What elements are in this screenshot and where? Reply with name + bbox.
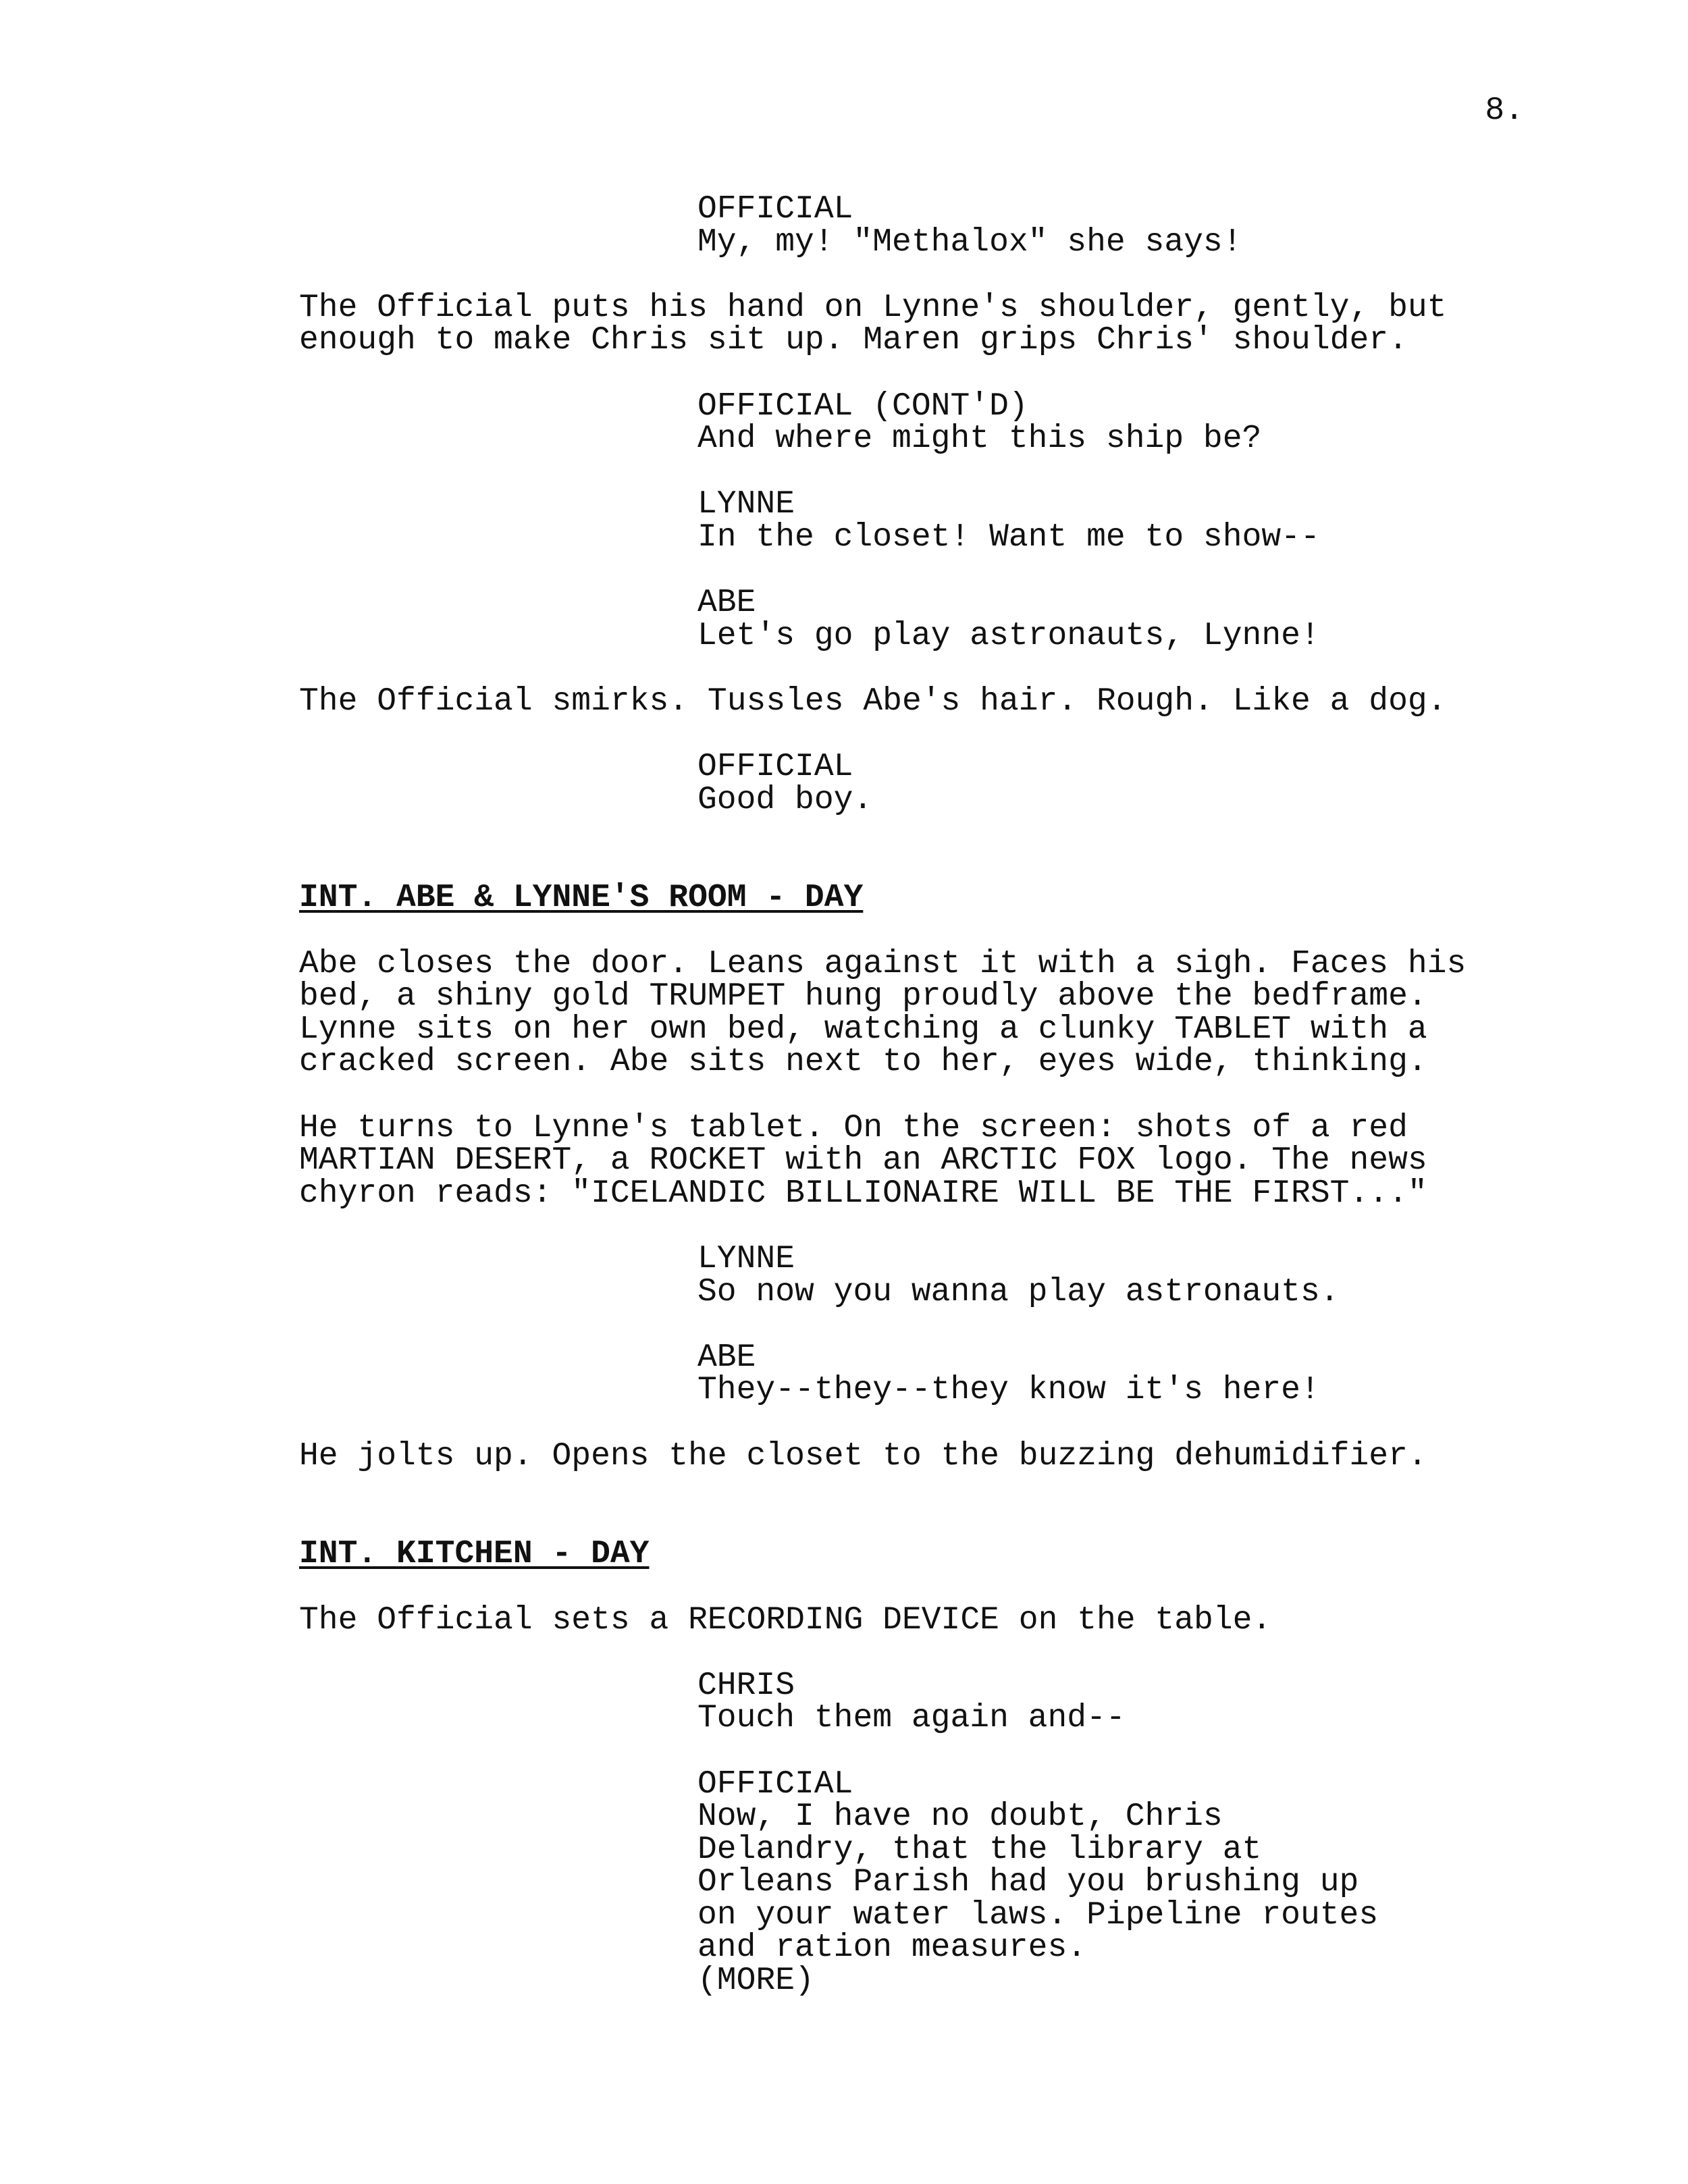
- action-line: cracked screen. Abe sits next to her, eyes wide, thinking.: [299, 1044, 1427, 1081]
- action-block: [299, 1437, 1514, 1474]
- blank-line: [299, 1308, 1514, 1341]
- action-line: He jolts up. Opens the closet to the buzzing dehumidifier.: [299, 1437, 1427, 1474]
- dialogue-block: [498, 617, 1514, 654]
- action-line: Lynne sits on her own bed, watching a clunky TABLET with a: [299, 1011, 1427, 1048]
- dialogue-line: Good boy.: [697, 781, 873, 818]
- dialogue-line: Let's go play astronauts, Lynne!: [697, 617, 1320, 654]
- blank-line: [299, 1571, 1514, 1604]
- scene-heading: [299, 882, 1514, 915]
- action-line: He turns to Lynne's tablet. On the screen: shots of a red: [299, 1109, 1408, 1146]
- dialogue-line: So now you wanna play astronauts.: [697, 1273, 1340, 1310]
- character-cue: ABE: [697, 585, 756, 622]
- dialogue-line: Now, I have no doubt, Chris: [697, 1799, 1223, 1836]
- dialogue-block: [498, 423, 1514, 456]
- character-cue: CHRIS: [697, 1667, 795, 1704]
- dialogue-line: And where might this ship be?: [697, 421, 1262, 458]
- scene-break: [299, 816, 1514, 882]
- dialogue-block: [498, 1273, 1514, 1310]
- dialogue-block: [498, 518, 1514, 556]
- action-line: The Official puts his hand on Lynne's shoulder, gently, but: [299, 289, 1447, 326]
- scene-heading: [299, 1538, 1514, 1571]
- action-block: [299, 1601, 1514, 1639]
- dialogue-line: Orleans Parish had you brushing up: [697, 1864, 1359, 1901]
- blank-line: [299, 1079, 1514, 1112]
- character-cue: LYNNE: [697, 1241, 795, 1277]
- dialogue-block: [498, 1801, 1514, 1965]
- action-line: bed, a shiny gold TRUMPET hung proudly above the bedframe.: [299, 978, 1427, 1015]
- blank-line: [299, 554, 1514, 587]
- page-number: 8.: [1485, 92, 1524, 129]
- blank-line: [299, 1735, 1514, 1768]
- character-cue: OFFICIAL: [697, 1765, 853, 1803]
- character-cue: OFFICIAL: [697, 749, 853, 786]
- action-line: MARTIAN DESERT, a ROCKET with an ARCTIC FOX logo. The news: [299, 1142, 1427, 1179]
- action-line: Abe closes the door. Leans against it with a sigh. Faces his: [299, 945, 1467, 982]
- action-block: [299, 945, 1514, 1081]
- action-block: [299, 289, 1514, 359]
- dialogue-line: Delandry, that the library at: [697, 1831, 1262, 1868]
- scene-heading-text: INT. KITCHEN - DAY: [299, 1536, 650, 1573]
- dialogue-block: [498, 781, 1514, 818]
- blank-line: [299, 718, 1514, 751]
- blank-line: [299, 1407, 1514, 1440]
- blank-line: [299, 915, 1514, 948]
- blank-line: [299, 652, 1514, 685]
- action-line: enough to make Chris sit up. Maren grips Chris' shoulder.: [299, 322, 1408, 359]
- dialogue-block: [498, 1374, 1514, 1407]
- blank-line: [299, 259, 1514, 292]
- dialogue-line: They--they--they know it's here!: [697, 1372, 1320, 1409]
- action-block: [299, 1109, 1514, 1212]
- blank-line: [299, 1210, 1514, 1243]
- script-body: [299, 193, 1514, 1998]
- character-cue: OFFICIAL (CONT'D): [697, 388, 1028, 425]
- dialogue-line: My, my! "Methalox" she says!: [697, 223, 1242, 261]
- action-block: [299, 685, 1514, 718]
- character-cue: OFFICIAL: [697, 191, 853, 228]
- blank-line: [299, 456, 1514, 489]
- character-cue: LYNNE: [697, 486, 795, 523]
- more-marker: (MORE): [697, 1963, 814, 2000]
- dialogue-block: [498, 223, 1514, 261]
- action-line: The Official sets a RECORDING DEVICE on the table.: [299, 1601, 1272, 1639]
- dialogue-line: Touch them again and--: [697, 1700, 1126, 1737]
- dialogue-block: [498, 1702, 1514, 1735]
- character-cue: ABE: [697, 1339, 756, 1376]
- dialogue-line: and ration measures.: [697, 1929, 1087, 1967]
- action-line: The Official smirks. Tussles Abe's hair. Rough. Like a dog.: [299, 683, 1447, 720]
- action-line: chyron reads: "ICELANDIC BILLIONAIRE WILL BE THE FIRST...": [299, 1175, 1427, 1212]
- blank-line: [299, 357, 1514, 390]
- scene-break: [299, 1472, 1514, 1538]
- dialogue-line: In the closet! Want me to show--: [697, 518, 1320, 556]
- dialogue-line: on your water laws. Pipeline routes: [697, 1896, 1379, 1934]
- scene-heading-text: INT. ABE & LYNNE'S ROOM - DAY: [299, 880, 864, 917]
- blank-line: [299, 1636, 1514, 1670]
